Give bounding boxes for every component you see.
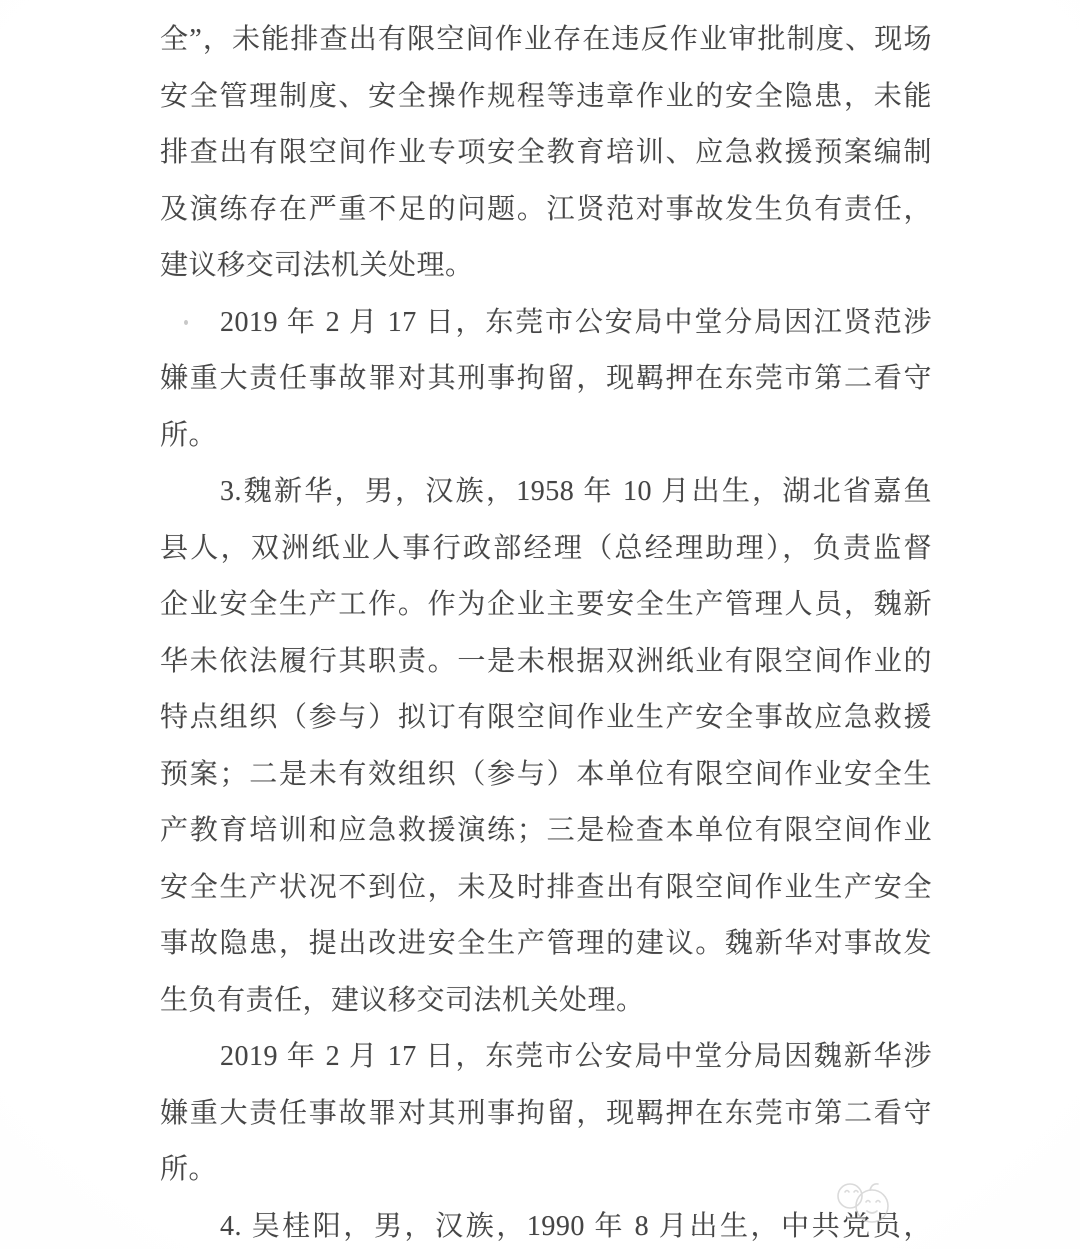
text-line: 产教育培训和应急救援演练；三是检查本单位有限空间作业: [160, 815, 932, 846]
text-line: 建议移交司法机关处理。: [160, 250, 474, 281]
text-line: 生负有责任，建议移交司法机关处理。: [160, 984, 645, 1016]
text-line: 事故隐患，提出改进安全生产管理的建议。魏新华对事故发: [160, 928, 932, 959]
document-text-block: [160, 12, 932, 1249]
text-line: 所。: [160, 1154, 218, 1185]
text-line: 华未依法履行其职责。一是未根据双洲纸业有限空间作业的: [160, 645, 932, 677]
text-line: 全”，未能排查出有限空间作业存在违反作业审批制度、现场: [160, 24, 932, 55]
text-line: 预案；二是未有效组织（参与）本单位有限空间作业安全生: [160, 758, 932, 790]
scan-noise-dot: [184, 320, 188, 325]
text-line: 2019 年 2 月 17 日，东莞市公安局中堂分局因魏新华涉: [220, 1041, 932, 1072]
text-line: 所。: [160, 419, 218, 451]
text-line: 嫌重大责任事故罪对其刑事拘留，现羁押在东莞市第二看守: [160, 363, 932, 394]
text-line: 安全生产状况不到位，未及时排查出有限空间作业生产安全: [160, 871, 932, 903]
text-line: 3.魏新华，男，汉族，1958 年 10 月出生，湖北省嘉鱼: [220, 476, 932, 507]
text-line: 企业安全生产工作。作为企业主要安全生产管理人员，魏新: [160, 589, 932, 620]
text-line: 特点组织（参与）拟订有限空间作业生产安全事故应急救援: [160, 702, 932, 733]
text-line: 嫌重大责任事故罪对其刑事拘留，现羁押在东莞市第二看守: [160, 1097, 932, 1129]
text-line: 及演练存在严重不足的问题。江贤范对事故发生负有责任，: [160, 193, 932, 225]
text-line: 4. 吴桂阳，男，汉族，1990 年 8 月出生，中共党员，: [220, 1210, 932, 1242]
text-line: 2019 年 2 月 17 日，东莞市公安局中堂分局因江贤范涉: [220, 306, 932, 338]
text-line: 排查出有限空间作业专项安全教育培训、应急救援预案编制: [160, 137, 932, 168]
text-line: 县人，双洲纸业人事行政部经理（总经理助理），负责监督: [160, 532, 932, 564]
text-line: 安全管理制度、安全操作规程等违章作业的安全隐患，未能: [160, 80, 932, 112]
